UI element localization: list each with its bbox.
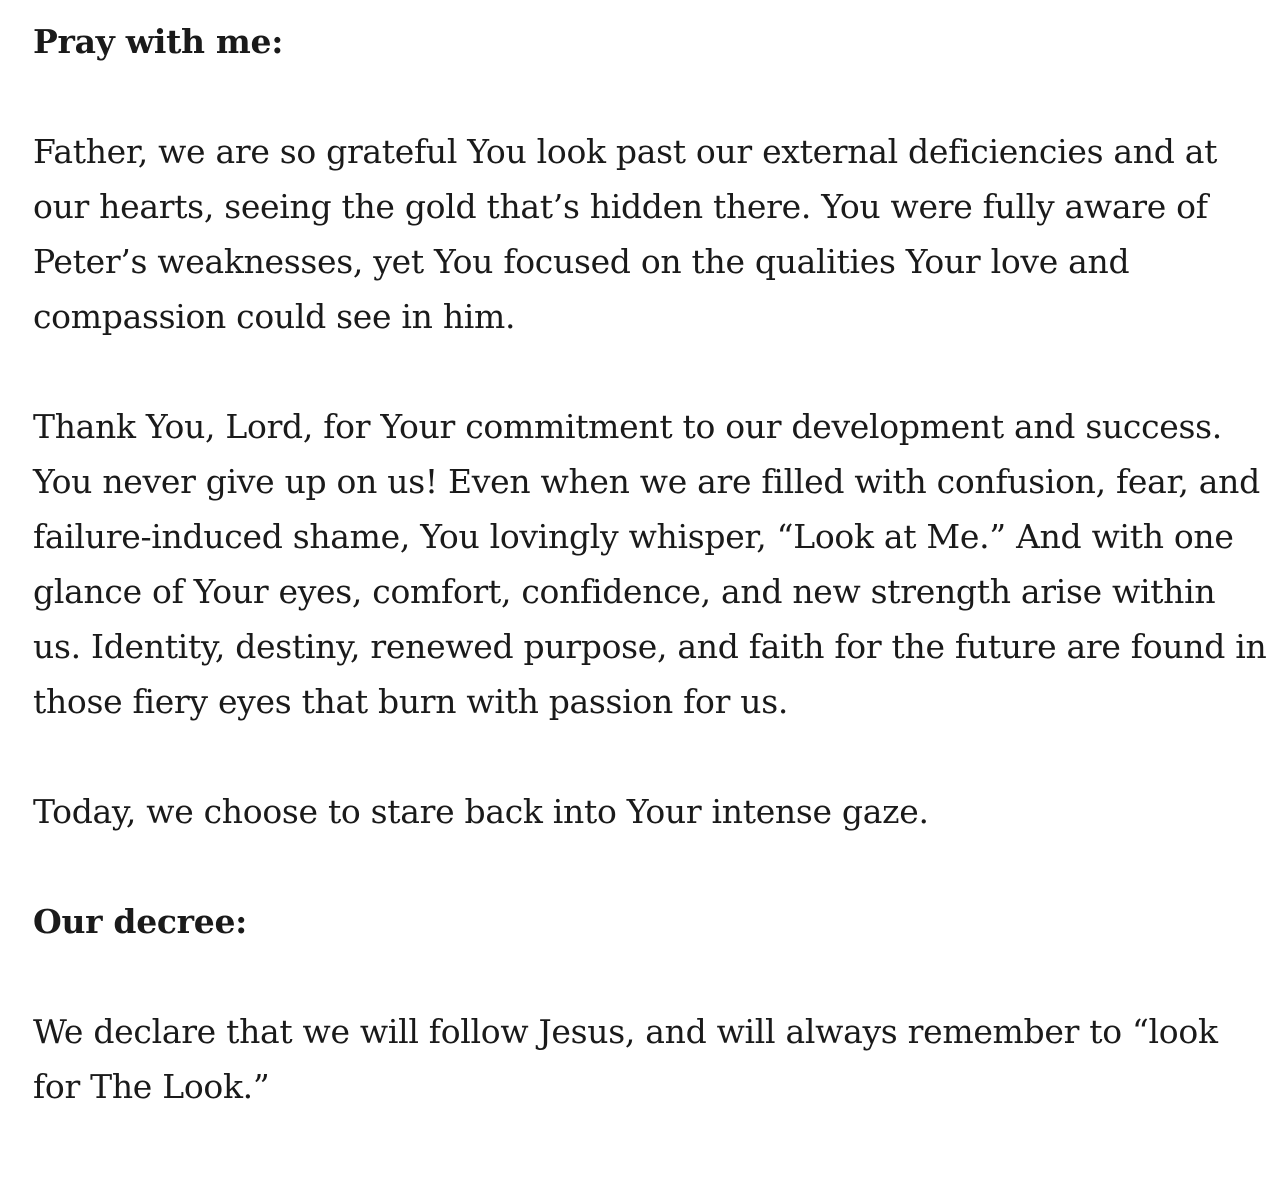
decree-paragraph: We declare that we will follow Jesus, and will always remember to “look for The Look.” [33, 1012, 1218, 1106]
decree-heading: Our decree: [33, 902, 248, 941]
prayer-heading: Pray with me: [33, 22, 284, 61]
prayer-paragraph-3: Today, we choose to stare back into Your intense gaze. [33, 792, 929, 831]
prayer-paragraph-1: Father, we are so grateful You look past our external deficiencies and at our hearts, seeing the gold that’s hidden there. You were fully aware of Peter’s weaknesses, yet You focused on the qualities Your love and compassion could see in him. [33, 132, 1218, 336]
prayer-paragraph-2: Thank You, Lord, for Your commitment to our development and success. You never give up on us! Even when we are filled with confusion, fear, and failure-induced shame, You lovingly whisper, “Look at Me.” And with one glance of Your eyes, comfort, confidence, and new strength arise within us. Identity, destiny, renewed purpose, and faith for the future are found in those fiery eyes that burn with passion for us. [33, 407, 1267, 721]
devotional-text [33, 14, 1273, 1114]
